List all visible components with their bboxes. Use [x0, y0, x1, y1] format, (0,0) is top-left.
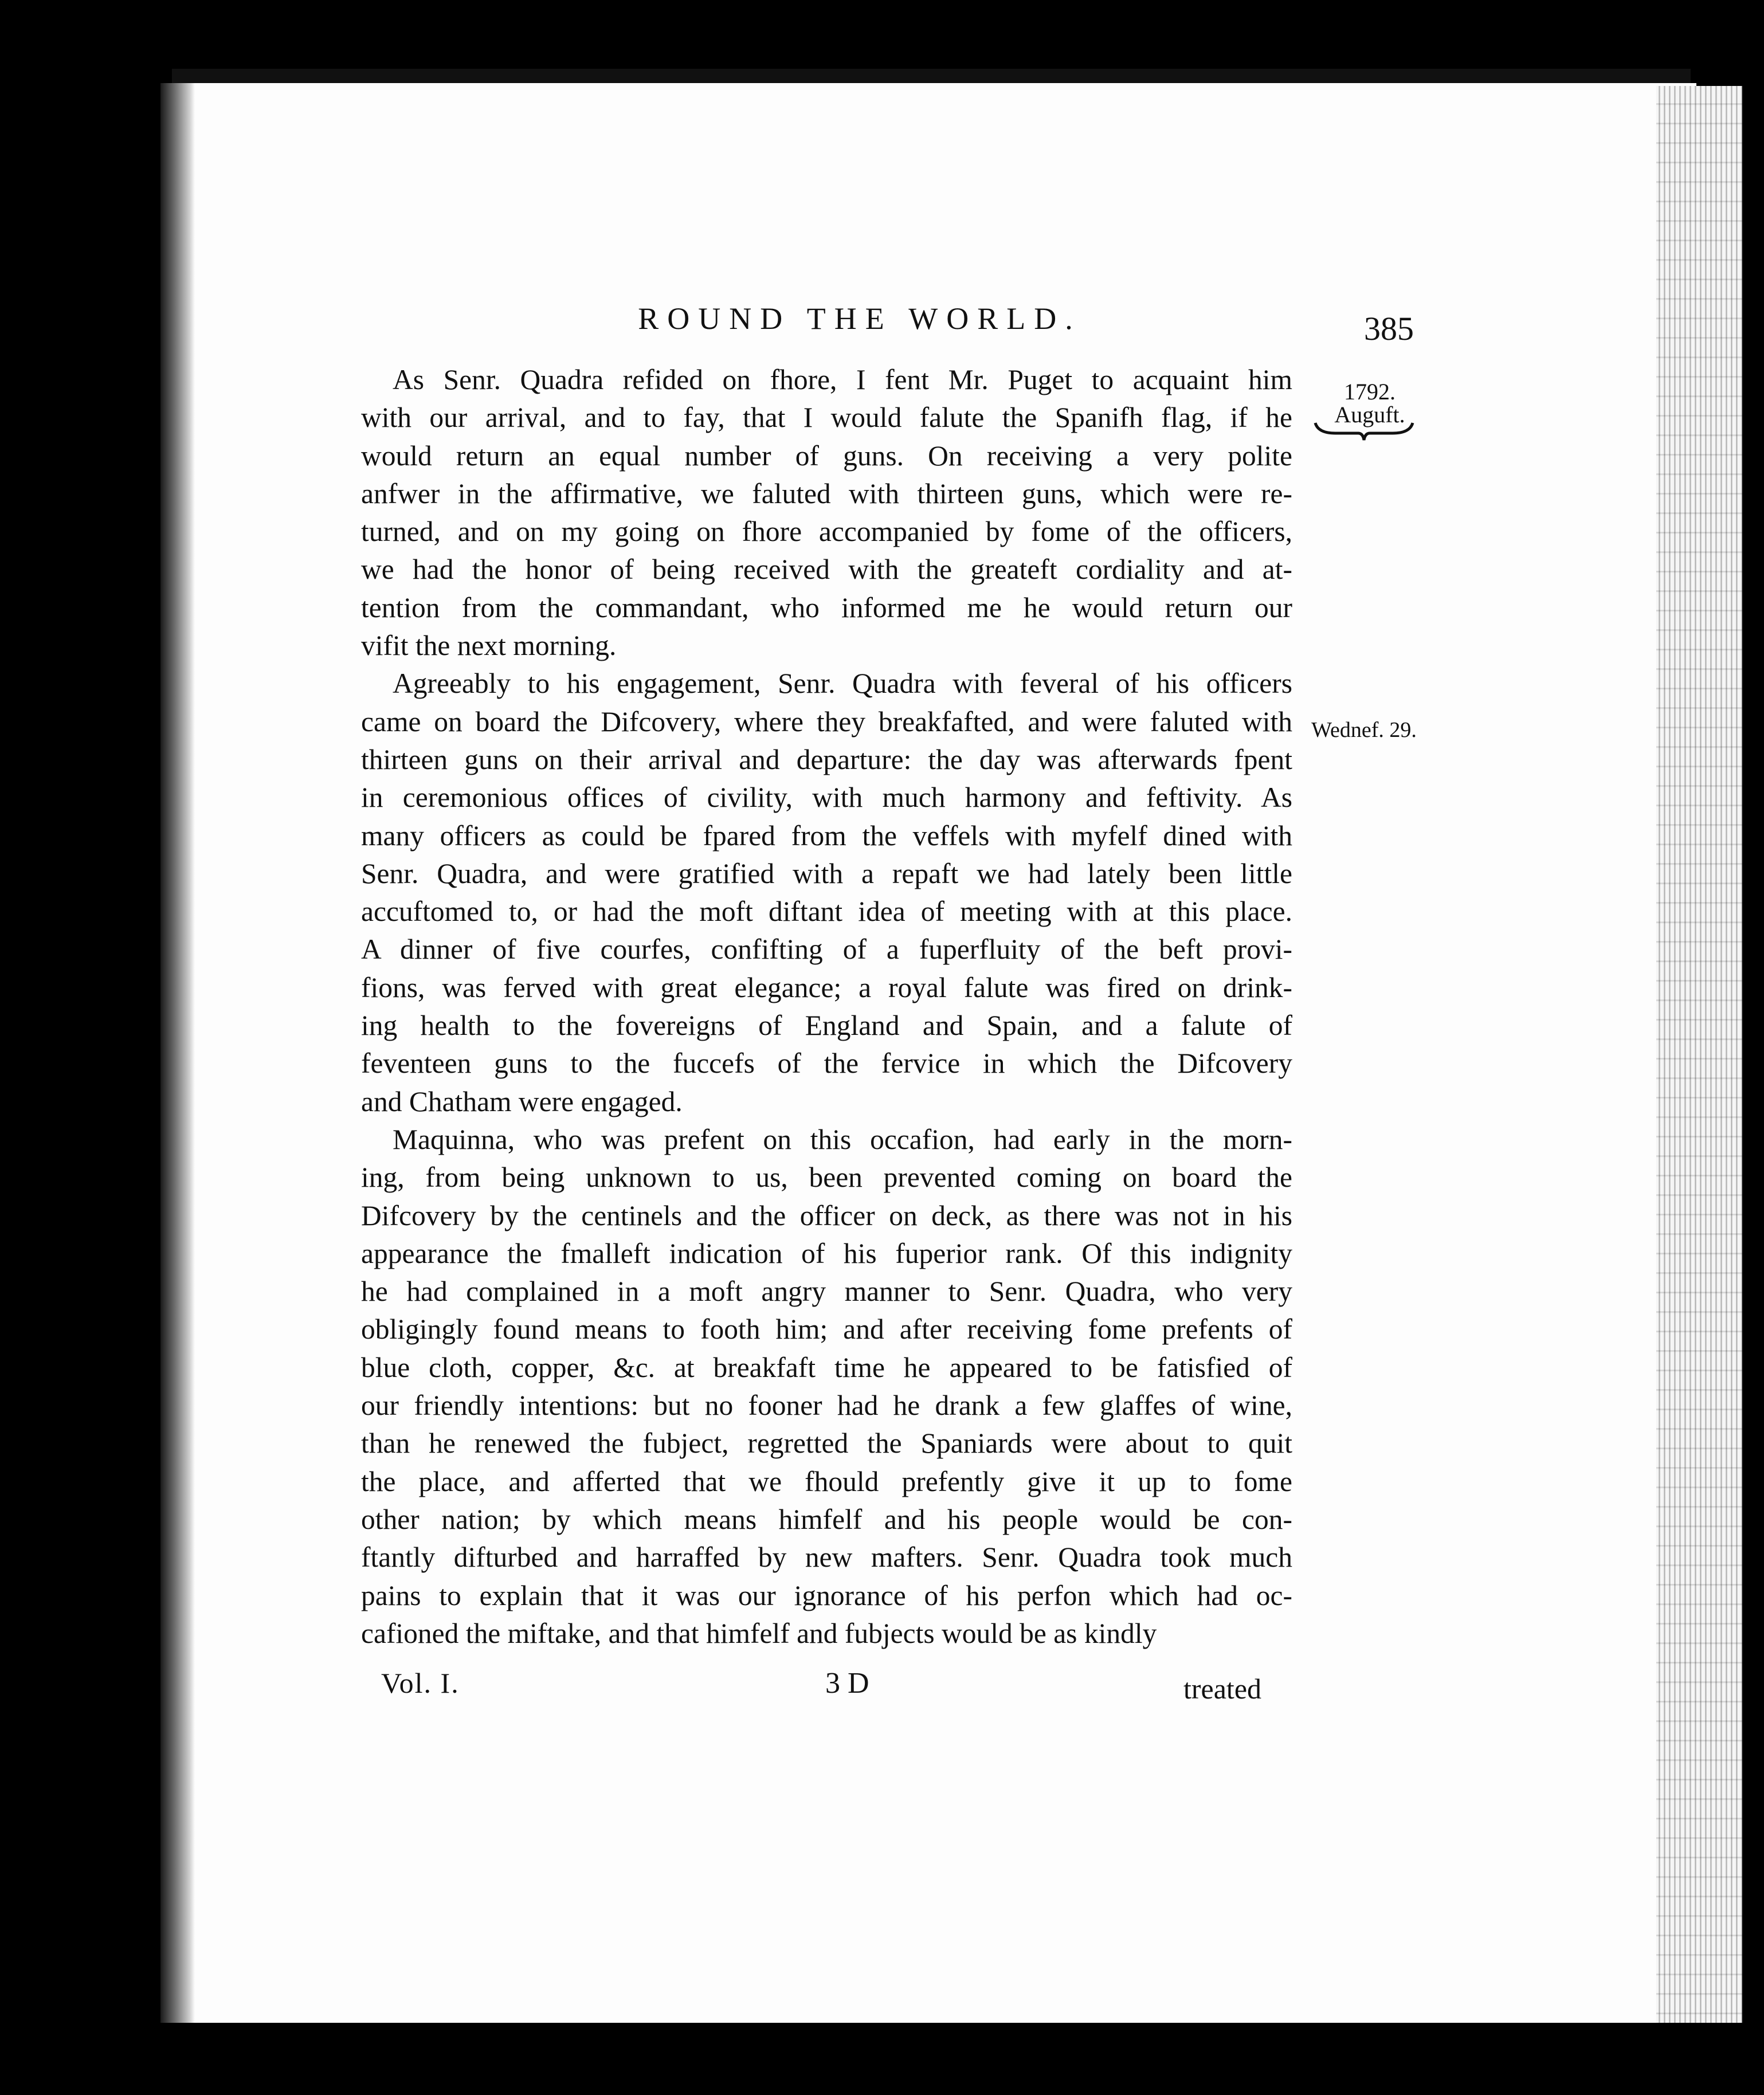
- margin-month: Auguft.: [1334, 402, 1405, 427]
- text-line: blue cloth, copper, &c. at breakfaft time he appeared to be fatisfied of: [361, 1351, 1292, 1383]
- text-line: thirteen guns on their arrival and departure: the day was afterwards fpent: [361, 743, 1292, 775]
- text-line: feventeen guns to the fuccefs of the fervice in which the Difcovery: [361, 1048, 1292, 1080]
- body-text: [361, 361, 1292, 1653]
- running-head: ROUND THE WORLD.: [638, 301, 1081, 336]
- text-line: ing health to the fovereigns of England and Spain, and a falute of: [361, 1010, 1292, 1042]
- page-number: 385: [1364, 310, 1414, 347]
- signature: Vol. I.: [381, 1667, 460, 1699]
- text-line: with our arrival, and to fay, that I would falute the Spanifh flag, if he: [361, 402, 1292, 434]
- margin-year: 1792.: [1344, 379, 1395, 405]
- catchword: treated: [1183, 1673, 1262, 1705]
- text-line: appearance the fmalleft indication of his fuperior rank. Of this indignity: [361, 1237, 1292, 1269]
- paragraph: [361, 1121, 1292, 1653]
- text-line: cafioned the miftake, and that himfelf and fubjects would be as kindly: [361, 1617, 1157, 1649]
- text-line: our friendly intentions: but no fooner had he drank a few glaffes of wine,: [361, 1390, 1292, 1422]
- text-line: and Chatham were engaged.: [361, 1085, 683, 1117]
- text-line: obligingly found means to footh him; and after receiving fome prefents of: [361, 1313, 1292, 1345]
- text-line: anfwer in the affirmative, we faluted with thirteen guns, which were re-: [361, 477, 1292, 509]
- text-line: other nation; by which means himfelf and his people would be con-: [361, 1503, 1292, 1535]
- text-line: pains to explain that it was our ignorance of his perfon which had oc-: [361, 1579, 1292, 1611]
- text-line: accuftomed to, or had the moft diftant idea of meeting with at this place.: [361, 896, 1292, 928]
- text-line: than he renewed the fubject, regretted the Spaniards were about to quit: [361, 1427, 1292, 1460]
- text-line: vifit the next morning.: [361, 630, 617, 662]
- text-line: ftantly difturbed and harraffed by new mafters. Senr. Quadra took much: [361, 1541, 1292, 1574]
- text-line: Difcovery by the centinels and the officer on deck, as there was not in his: [361, 1199, 1292, 1231]
- text-line: ing, from being unknown to us, been prevented coming on board the: [361, 1162, 1292, 1194]
- text-line: turned, and on my going on fhore accompanied by fome of the officers,: [361, 516, 1292, 548]
- text-line: Agreeably to his engagement, Senr. Quadra with feveral of his officers: [393, 668, 1292, 700]
- text-line: As Senr. Quadra refided on fhore, I fent Mr. Puget to acquaint him: [393, 364, 1292, 395]
- text-line: the place, and afferted that we fhould prefently give it up to fome: [361, 1465, 1292, 1497]
- text-line: would return an equal number of guns. On receiving a very polite: [361, 440, 1292, 472]
- text-line: fions, was ferved with great elegance; a royal falute was fired on drink-: [361, 971, 1292, 1003]
- page-fore-edge: [1656, 86, 1742, 2023]
- text-line: in ceremonious offices of civility, with much harmony and feftivity. As: [361, 782, 1292, 814]
- text-line: many officers as could be fpared from the veffels with myfelf dined with: [361, 819, 1292, 852]
- margin-brace: [1312, 418, 1416, 441]
- text-line: Senr. Quadra, and were gratified with a repaft we had lately been little: [361, 857, 1292, 889]
- text-line: came on board the Difcovery, where they breakfafted, and were faluted with: [361, 705, 1292, 737]
- text-line: tention from the commandant, who informed me he would return our: [361, 591, 1292, 623]
- margin-date: Wednef. 29.: [1311, 718, 1417, 742]
- text-line: A dinner of five courfes, confifting of a fuperfluity of the beft provi-: [361, 933, 1292, 966]
- paragraph: [361, 665, 1292, 1121]
- page-gutter-shadow: [160, 83, 195, 2023]
- text-line: we had the honor of being received with the greateft cordiality and at-: [361, 554, 1292, 586]
- text-line: Maquinna, who was prefent on this occafion, had early in the morn-: [393, 1123, 1292, 1155]
- paragraph: [361, 361, 1292, 665]
- text-line: he had complained in a moft angry manner to Senr. Quadra, who very: [361, 1276, 1292, 1308]
- signature-mark: 3 D: [825, 1667, 869, 1700]
